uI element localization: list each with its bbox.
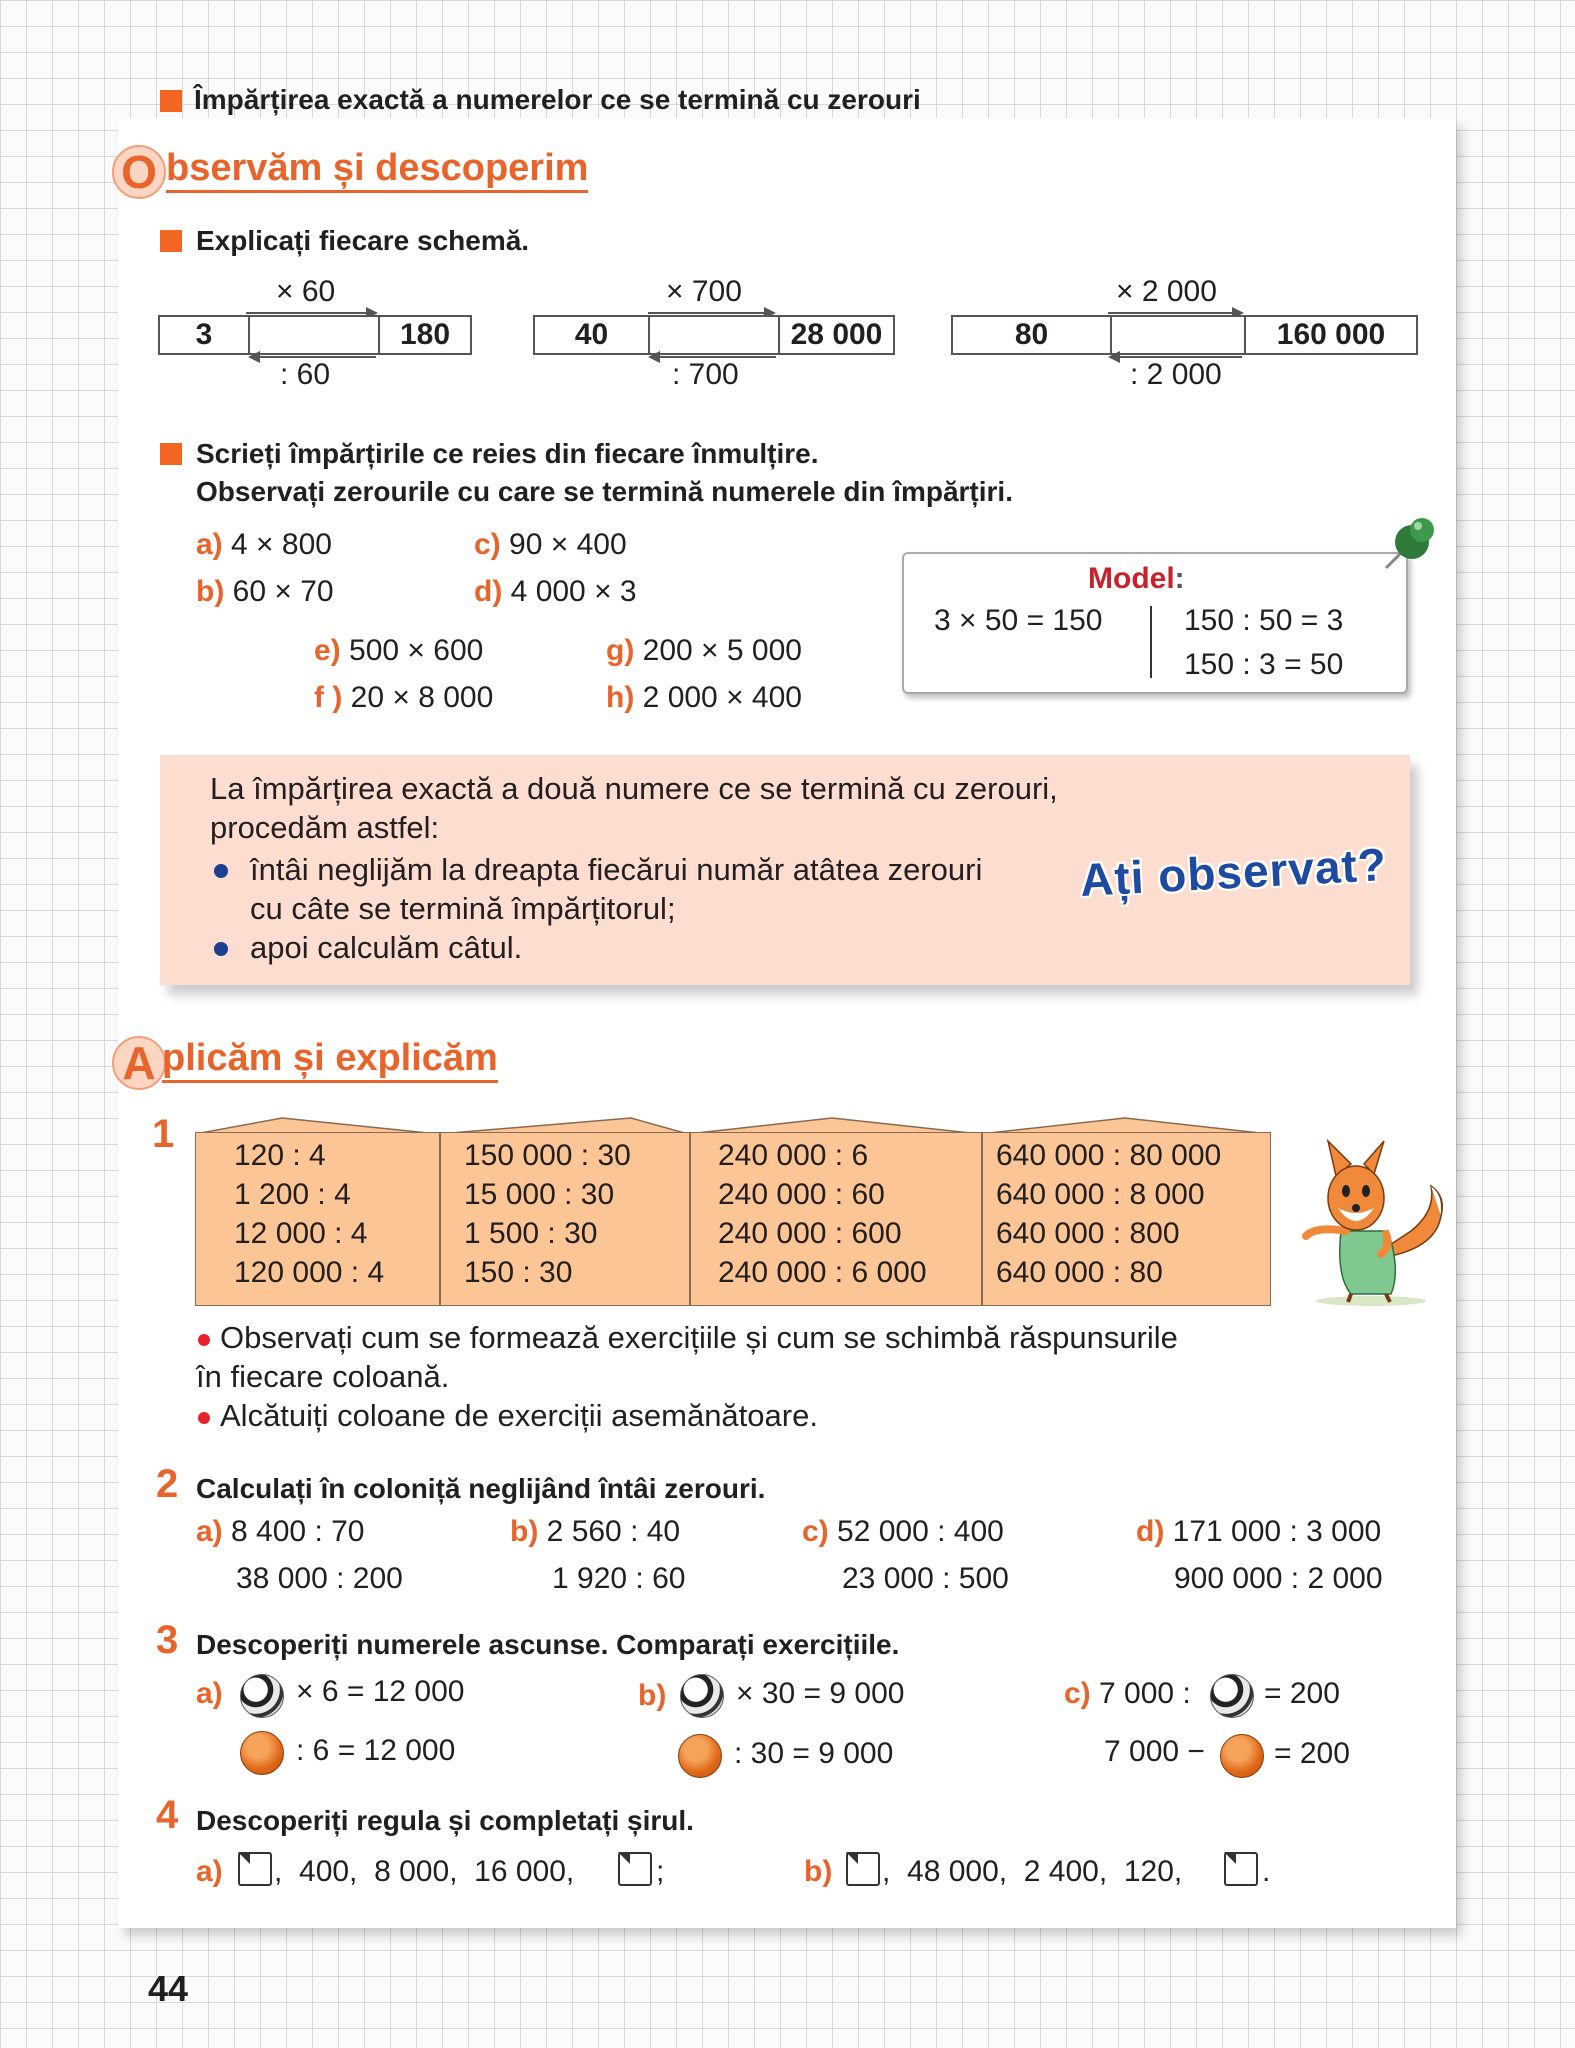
- ex4-a-end: ;: [656, 1855, 665, 1888]
- fox-illustration: [1296, 1136, 1446, 1306]
- grid-cell: 240 000 : 60: [718, 1178, 885, 1211]
- scheme3-left: 80: [1014, 318, 1049, 351]
- rule-bullet1b: cu câte se termină împărțitorul;: [250, 891, 676, 926]
- section-letter-o: O: [112, 145, 166, 199]
- scheme1-left: 3: [195, 318, 213, 351]
- section-title-observam: bservăm și descoperim: [166, 146, 588, 193]
- blank-box-icon[interactable]: [618, 1852, 652, 1886]
- scheme2-left: 40: [574, 318, 609, 351]
- model-title: Model:: [1088, 562, 1185, 595]
- basketball-icon: [678, 1734, 722, 1778]
- ex2-c2: 23 000 : 500: [842, 1562, 1009, 1595]
- exercise-number-3: 3: [156, 1618, 179, 1662]
- model-box: [902, 552, 1408, 694]
- bullet-dot-icon: [214, 864, 228, 878]
- page-header-title: Împărțirea exactă a numerelor ce se termină cu zerouri: [194, 84, 921, 115]
- rule-box: [160, 755, 1410, 985]
- scheme3-box: [951, 315, 1418, 355]
- ex2-a2: 38 000 : 200: [236, 1562, 403, 1595]
- soccer-ball-icon: [1210, 1674, 1254, 1718]
- ex3-b1: × 30 = 9 000: [736, 1677, 905, 1710]
- item-a: a) 4 × 800: [196, 528, 332, 561]
- ex3-a-label: a): [196, 1677, 223, 1710]
- pushpin-icon: [1376, 512, 1442, 578]
- model-division-2: 150 : 3 = 50: [1184, 648, 1344, 681]
- item-c: c) 90 × 400: [474, 528, 627, 561]
- scheme1-mul: × 60: [276, 275, 336, 308]
- grid-cell: 1 200 : 4: [234, 1178, 351, 1211]
- grid-cell: 640 000 : 80 000: [996, 1139, 1222, 1172]
- exercise2-title: Calculați în coloniță neglijând întâi zerouri.: [196, 1473, 766, 1504]
- scheme3-div: : 2 000: [1130, 358, 1222, 391]
- instruction-write-divisions: Scrieți împărțirile ce reies din fiecare înmulțire.: [196, 438, 819, 469]
- ex3-b-label: b): [638, 1679, 667, 1712]
- model-division-1: 150 : 50 = 3: [1184, 604, 1344, 637]
- soccer-ball-icon: [680, 1674, 724, 1718]
- header-square-icon: [160, 90, 182, 112]
- grid-cell: 640 000 : 80: [996, 1256, 1163, 1289]
- scheme1-div: : 60: [280, 358, 331, 391]
- scheme2-arrow-right: [648, 312, 774, 314]
- bullet-square-icon: [160, 230, 182, 252]
- ex4-b-end: .: [1262, 1855, 1271, 1888]
- exercise-number-4: 4: [156, 1793, 179, 1837]
- ex3-c1: c) 7 000 :: [1064, 1677, 1191, 1710]
- scheme2-box: [533, 315, 895, 355]
- grid-cell: 120 000 : 4: [234, 1256, 385, 1289]
- model-multiplication: 3 × 50 = 150: [934, 604, 1103, 637]
- scheme2-right: 28 000: [790, 318, 883, 351]
- ex3-a2: : 6 = 12 000: [296, 1734, 456, 1767]
- blank-box-icon[interactable]: [238, 1852, 272, 1886]
- ex2-a: a) 8 400 : 70: [196, 1515, 365, 1548]
- grid-cell: 240 000 : 6: [718, 1139, 869, 1172]
- ex3-c1-post: = 200: [1264, 1677, 1340, 1710]
- page-number: 44: [148, 1968, 189, 2009]
- scheme1-right: 180: [399, 318, 451, 351]
- scheme3-arrow-right: [1108, 312, 1242, 314]
- grid-cell: 1 500 : 30: [464, 1217, 598, 1250]
- scheme1-box: [158, 315, 472, 355]
- grid-cell: 120 : 4: [234, 1139, 326, 1172]
- grid-cell: 640 000 : 800: [996, 1217, 1180, 1250]
- basketball-icon: [240, 1731, 284, 1775]
- grid-cell: 15 000 : 30: [464, 1178, 615, 1211]
- item-h: h) 2 000 × 400: [606, 681, 802, 714]
- section-letter-a: A: [112, 1036, 166, 1090]
- basketball-icon: [1220, 1734, 1264, 1778]
- grid-cell: 150 000 : 30: [464, 1139, 631, 1172]
- rule-line1: La împărțirea exactă a două numere ce se termină cu zerouri,: [210, 771, 1058, 806]
- ex3-c2-pre: 7 000 −: [1104, 1735, 1205, 1768]
- instruction-observe-zeros: Observați zerourile cu care se termină numerele din împărțiri.: [196, 476, 1013, 507]
- scheme3-right: 160 000: [1276, 318, 1386, 351]
- ex4-a-label: a): [196, 1855, 223, 1888]
- grid-cell: 240 000 : 6 000: [718, 1256, 927, 1289]
- item-f: f ) 20 × 8 000: [314, 681, 494, 714]
- bullet-square-icon: [160, 443, 182, 465]
- ex4-b-label: b): [804, 1855, 833, 1888]
- exercise-number-2: 2: [156, 1462, 179, 1506]
- item-g: g) 200 × 5 000: [606, 634, 802, 667]
- grid-roof: [195, 1114, 1269, 1134]
- scheme2-div: : 700: [672, 358, 739, 391]
- scheme3-mul: × 2 000: [1116, 275, 1217, 308]
- ex1-note1b: în fiecare coloană.: [196, 1359, 450, 1394]
- grid-cell: 240 000 : 600: [718, 1217, 902, 1250]
- ex2-b2: 1 920 : 60: [552, 1562, 686, 1595]
- section-title-aplicam: plicăm și explicăm: [162, 1036, 498, 1083]
- scheme2-mul: × 700: [666, 275, 742, 308]
- ex3-a1: × 6 = 12 000: [296, 1675, 465, 1708]
- item-b: b) 60 × 70: [196, 575, 334, 608]
- bullet-dot-icon: [214, 942, 228, 956]
- grid-cell: 640 000 : 8 000: [996, 1178, 1205, 1211]
- instruction-explain: Explicați fiecare schemă.: [196, 225, 530, 256]
- ex2-d: d) 171 000 : 3 000: [1136, 1515, 1382, 1548]
- ex3-c2-post: = 200: [1274, 1737, 1350, 1770]
- ati-observat-badge: Ați observat?: [1078, 838, 1389, 906]
- grid-cell: 12 000 : 4: [234, 1217, 368, 1250]
- ex2-c: c) 52 000 : 400: [802, 1515, 1004, 1548]
- scheme1-arrow-right: [246, 312, 376, 314]
- ex2-b: b) 2 560 : 40: [510, 1515, 681, 1548]
- exercise1-grid: [195, 1132, 1271, 1306]
- item-d: d) 4 000 × 3: [474, 575, 637, 608]
- exercise4-title: Descoperiți regula și completați șirul.: [196, 1805, 694, 1836]
- ex2-d2: 900 000 : 2 000: [1174, 1562, 1383, 1595]
- rule-line2: procedăm astfel:: [210, 810, 440, 845]
- exercise-number-1: 1: [152, 1112, 175, 1156]
- exercise3-title: Descoperiți numerele ascunse. Comparați exercițiile.: [196, 1629, 900, 1660]
- soccer-ball-icon: [240, 1674, 284, 1718]
- ex4-a-sequence: , 400, 8 000, 16 000,: [274, 1855, 575, 1888]
- ex1-note2: Alcătuiți coloane de exerciții asemănătoare.: [198, 1398, 818, 1434]
- ex1-note1a: Observați cum se formează exercițiile și cum se schimbă răspunsurile: [198, 1320, 1178, 1356]
- ex4-b-sequence: , 48 000, 2 400, 120,: [882, 1855, 1183, 1888]
- item-e: e) 500 × 600: [314, 634, 484, 667]
- ex3-b2: : 30 = 9 000: [734, 1737, 894, 1770]
- blank-box-icon[interactable]: [1224, 1852, 1258, 1886]
- blank-box-icon[interactable]: [846, 1852, 880, 1886]
- grid-cell: 150 : 30: [464, 1256, 573, 1289]
- rule-bullet1a: întâi neglijăm la dreapta fiecărui număr atâtea zerouri: [250, 852, 983, 887]
- rule-bullet2: apoi calculăm câtul.: [250, 930, 523, 965]
